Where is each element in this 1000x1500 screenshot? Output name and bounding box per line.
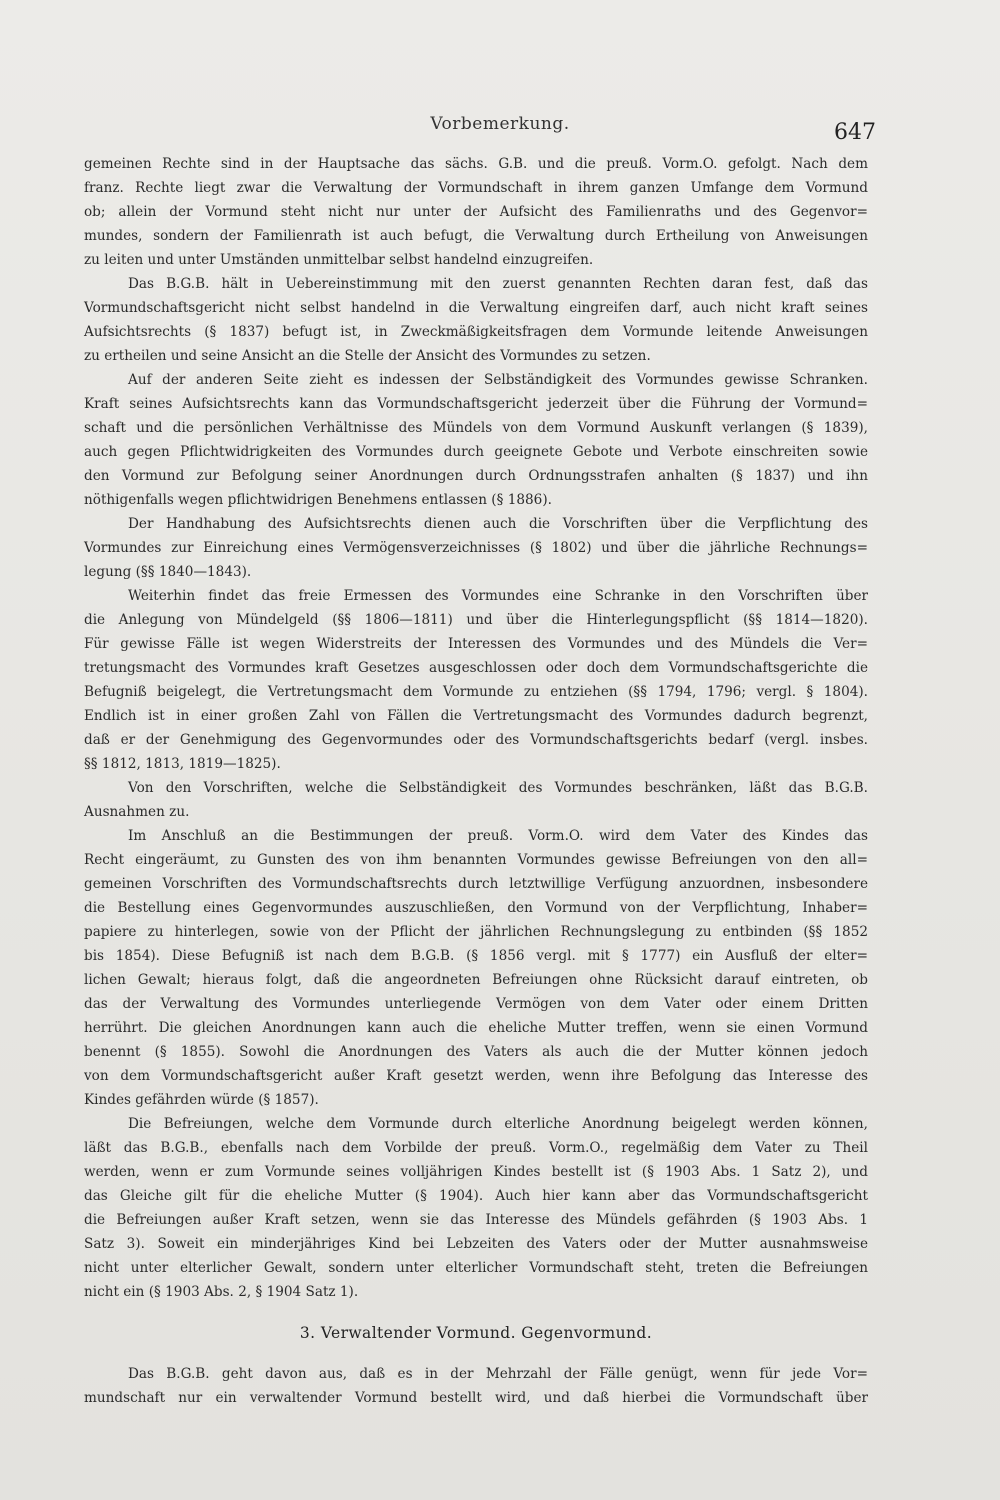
text-line: §§ 1812, 1813, 1819—1825). (84, 756, 281, 772)
text-line: Das B.G.B. hält in Uebereinstimmung mit den zuerst genannten Rechten daran fest, daß das (128, 276, 868, 292)
text-line: gemeinen Rechte sind in der Hauptsache das sächs. G.B. und die preuß. Vorm.O. gefolgt. Nach dem (84, 156, 868, 172)
text-line: Der Handhabung des Aufsichtsrechts dienen auch die Vorschriften über die Verpflichtung des (128, 516, 868, 532)
text-line: ob; allein der Vormund steht nicht nur unter der Aufsicht des Familienraths und des Gegenvor= (84, 204, 868, 220)
text-line: Von den Vorschriften, welche die Selbständigkeit des Vormundes beschränken, läßt das B.G.B. (128, 780, 868, 796)
text-line: bis 1854). Diese Befugniß ist nach dem B.G.B. (§ 1856 vergl. mit § 1777) ein Ausfluß der elter= (84, 948, 868, 964)
text-line: Satz 3). Soweit ein minderjähriges Kind bei Lebzeiten des Vaters oder der Mutter ausnahmsweise (84, 1236, 868, 1252)
text-line: Vormundes zur Einreichung eines Vermögensverzeichnisses (§ 1802) und über die jährliche Rechnungs= (84, 540, 868, 556)
text-line: von dem Vormundschaftsgericht außer Kraft gesetzt werden, wenn ihre Befolgung das Interesse des (84, 1068, 868, 1084)
text-line: die Anlegung von Mündelgeld (§§ 1806—1811) und über die Hinterlegungspflicht (§§ 1814—1820). (84, 612, 868, 628)
text-line: Recht eingeräumt, zu Gunsten des von ihm benannten Vormundes gewisse Befreiungen von den all= (84, 852, 868, 868)
text-line: den Vormund zur Befolgung seiner Anordnungen durch Ordnungsstrafen anhalten (§ 1837) und ihn (84, 468, 868, 484)
text-line: zu leiten und unter Umständen unmittelbar selbst handelnd einzugreifen. (84, 252, 594, 268)
text-line: nöthigenfalls wegen pflichtwidrigen Benehmens entlassen (§ 1886). (84, 492, 552, 508)
text-line: Die Befreiungen, welche dem Vormunde durch elterliche Anordnung beigelegt werden können, (128, 1116, 868, 1132)
text-line: Im Anschluß an die Bestimmungen der preuß. Vorm.O. wird dem Vater des Kindes das (128, 828, 868, 844)
text-line: mundes, sondern der Familienrath ist auch befugt, die Verwaltung durch Ertheilung von Anweisungen (84, 228, 868, 244)
text-line: tretungsmacht des Vormundes kraft Gesetzes ausgeschlossen oder doch dem Vormundschaftsgerichte die (84, 660, 868, 676)
running-head: Vorbemerkung. (430, 114, 570, 134)
text-line: die Bestellung eines Gegenvormundes auszuschließen, den Vormund von der Verpflichtung, Inhaber= (84, 900, 868, 916)
section-heading: 3. Verwaltender Vormund. Gegenvormund. (299, 1324, 653, 1342)
text-line: das der Verwaltung des Vormundes unterliegende Vermögen von dem Vater oder einem Dritten (84, 996, 868, 1012)
text-line: nicht unter elterlicher Gewalt, sondern unter elterlicher Vormundschaft steht, treten die Befreiungen (84, 1260, 868, 1276)
text-line: Endlich ist in einer großen Zahl von Fällen die Vertretungsmacht des Vormundes dadurch begrenzt, (84, 708, 868, 724)
text-line: benennt (§ 1855). Sowohl die Anordnungen des Vaters als auch die der Mutter können jedoch (84, 1044, 868, 1060)
text-line: Das B.G.B. geht davon aus, daß es in der Mehrzahl der Fälle genügt, wenn für jede Vor= (128, 1366, 868, 1382)
page-number: 647 (834, 120, 876, 145)
text-line: daß er der Genehmigung des Gegenvormundes oder des Vormundschaftsgerichts bedarf (vergl. insbes. (84, 732, 868, 748)
text-line: Aufsichtsrechts (§ 1837) befugt ist, in Zweckmäßigkeitsfragen dem Vormunde leitende Anweisungen (84, 324, 868, 340)
text-line: die Befreiungen außer Kraft setzen, wenn sie das Interesse des Mündels gefährden (§ 1903 Abs. 1 (84, 1212, 868, 1228)
text-line: auch gegen Pflichtwidrigkeiten des Vormundes durch geeignete Gebote und Verbote einschreiten sowie (84, 444, 868, 460)
text-line: Vormundschaftsgericht nicht selbst handelnd in die Verwaltung eingreifen darf, auch nicht kraft seines (84, 300, 868, 316)
text-line: mundschaft nur ein verwaltender Vormund bestellt wird, und daß hierbei die Vormundschaft über (84, 1390, 868, 1406)
body-text (84, 152, 868, 1410)
text-line: herrührt. Die gleichen Anordnungen kann auch die eheliche Mutter treffen, wenn sie einen Vormund (84, 1020, 868, 1036)
text-line: Ausnahmen zu. (84, 804, 190, 820)
text-line: papiere zu hinterlegen, sowie von der Pflicht der jährlichen Rechnungslegung zu entbinden (§§ 1852 (84, 924, 868, 940)
text-line: Kraft seines Aufsichtsrechts kann das Vormundschaftsgericht jederzeit über die Führung der Vormund= (84, 396, 868, 412)
text-line: läßt das B.G.B., ebenfalls nach dem Vorbilde der preuß. Vorm.O., regelmäßig dem Vater zu Theil (84, 1140, 868, 1156)
text-line: Für gewisse Fälle ist wegen Widerstreits der Interessen des Vormundes und des Mündels die Ver= (84, 636, 868, 652)
text-line: Weiterhin findet das freie Ermessen des Vormundes eine Schranke in den Vorschriften über (128, 588, 868, 604)
text-line: schaft und die persönlichen Verhältnisse des Mündels von dem Vormund Auskunft verlangen (§ 1839), (84, 420, 868, 436)
text-line: legung (§§ 1840—1843). (84, 564, 252, 580)
text-line: Befugniß beigelegt, die Vertretungsmacht dem Vormunde zu entziehen (§§ 1794, 1796; vergl. § 1804). (84, 684, 868, 700)
text-line: zu ertheilen und seine Ansicht an die Stelle der Ansicht des Vormundes zu setzen. (84, 348, 651, 364)
text-line: werden, wenn er zum Vormunde seines volljährigen Kindes bestellt ist (§ 1903 Abs. 1 Satz 2), und (84, 1164, 868, 1180)
text-line: Kindes gefährden würde (§ 1857). (84, 1092, 319, 1108)
text-line: lichen Gewalt; hieraus folgt, daß die angeordneten Befreiungen ohne Rücksicht darauf eintreten, ob (84, 972, 868, 988)
text-line: Auf der anderen Seite zieht es indessen der Selbständigkeit des Vormundes gewisse Schranken. (128, 372, 868, 388)
text-line: gemeinen Vorschriften des Vormundschaftsrechts durch letztwillige Verfügung anzuordnen, insbesondere (84, 876, 868, 892)
text-line: franz. Rechte liegt zwar die Verwaltung der Vormundschaft in ihrem ganzen Umfange dem Vormund (84, 180, 868, 196)
text-line: nicht ein (§ 1903 Abs. 2, § 1904 Satz 1). (84, 1284, 359, 1300)
text-line: das Gleiche gilt für die eheliche Mutter (§ 1904). Auch hier kann aber das Vormundschaftsgericht (84, 1188, 868, 1204)
